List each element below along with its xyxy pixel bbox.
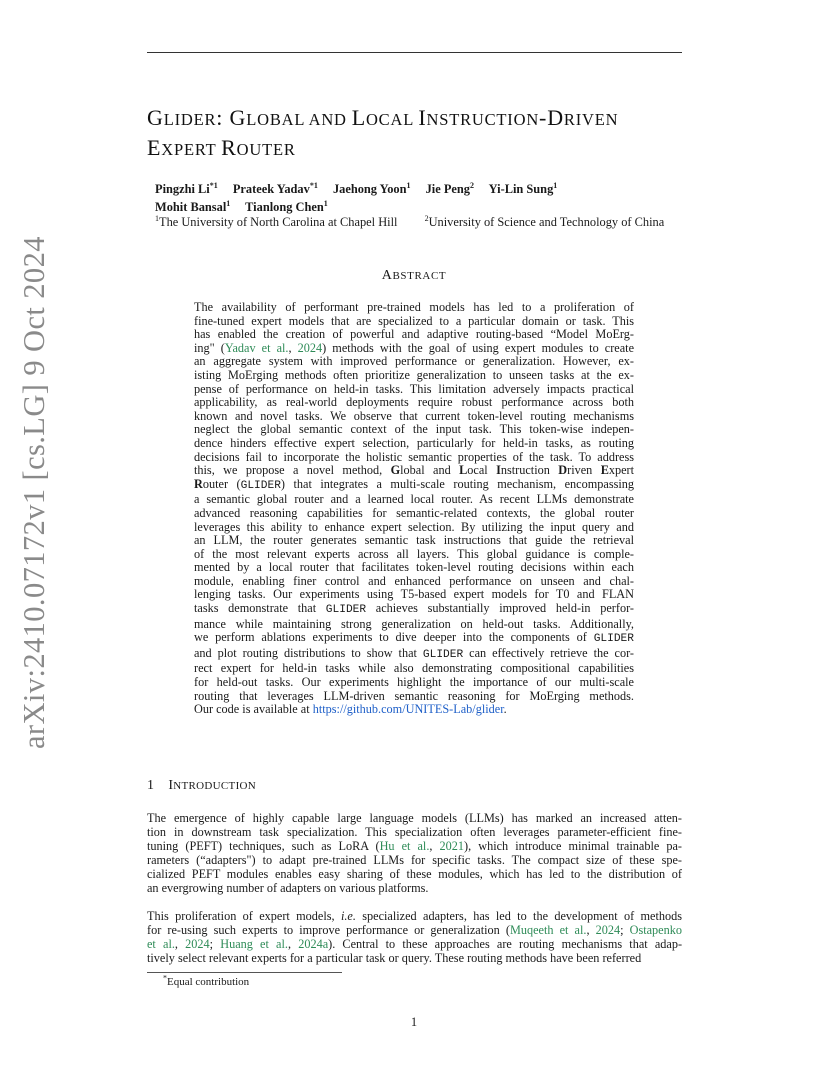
affiliations xyxy=(155,214,755,231)
abstract-line-method: this, we propose a novel method, Global and Local Instruction Driven Expert xyxy=(194,463,635,478)
citation-year-link[interactable]: 2024 xyxy=(185,937,210,951)
citation-link[interactable]: Ostapenko xyxy=(629,923,682,937)
author-list xyxy=(155,181,715,216)
intro-paragraph-2: This proliferation of expert models, i.e. specialized adapters, has led to the development of methods for re-using such experts to improve performance or generalization (Muqeeth et al., 2024; Ostapenko et al., 2024; Huang et al., 2024a). Central to these approaches are routing mechanisms that adap- tively select relevant experts for a particular task or query. These routing methods have been referred xyxy=(147,909,683,965)
citation-link[interactable]: Hu et al. xyxy=(379,839,430,853)
citation-year-link[interactable]: 2024 xyxy=(595,923,621,937)
citation-link[interactable]: Huang et al. xyxy=(220,937,288,951)
citation-year-link[interactable]: 2021 xyxy=(439,839,465,853)
header-rule xyxy=(147,52,682,53)
author: Pingzhi Li$^{*1}$ xyxy=(155,180,218,196)
citation-year-link[interactable]: 2024 xyxy=(297,340,323,355)
affiliation: $^1$The University of North Carolina at Chapel Hill xyxy=(155,213,398,229)
abstract-body: The availability of performant pre-trained models has led to a proliferation of fine-tuned expert models that are specialized to a particular domain or task. This has enabled the creation of powerful and adaptive routing-based “Model MoErg- ing" (Yadav et al., 2024) methods with the goal of using expert modules to create an aggregate system with improved performance or generalization. However, ex- isting MoErging methods often prioritize generalization to unseen tasks at the ex- pense of performance on held-in tasks. This limitation adversely impacts practical applicability, as real-world deployments require robust performance across both known and novel tasks. We observe that current token-level routing mechanisms neglect the global semantic context of the input task. This token-wise indepen- dence hinders effective expert selection, particularly for held-in tasks, as routing decisions fail to incorporate the holistic semantic properties of the task. To address this, we propose a novel method, Global and Local Instruction Driven Expert Router (GLIDER) that integrates a multi-scale routing mechanism, encompassing a semantic global router and a learned local router. As recent LLMs demonstrate advanced reasoning capabilities for semantic-related contexts, the global router leverages this ability to enhance expert selection. By utilizing the input query and an LLM, the router generates semantic task instructions that guide the retrieval of the most relevant experts across all layers. This global guidance is comple- mented by a local router that facilitates token-level routing decisions within each module, enabling finer control and enhanced performance on unseen and chal- lenging tasks. Our experiments using T5-based expert models for T0 and FLAN tasks demonstrate that GLIDER achieves substantially improved held-in perfor- mance while maintaining strong generalization on held-out tasks. Additionally, we perform ablations experiments to dive deeper into the components of GLIDER and plot routing distributions to show that GLIDER can effectively retrieve the cor- rect expert for held-in tasks while also demonstrating compositional capabilities for held-out tasks. Our experiments highlight the importance of our multi-scale routing that leverages LLM-driven semantic reasoning for MoErging methods. Our code is available at https://github.com/UNITES-Lab/glider. xyxy=(194,300,635,717)
citation-year-link[interactable]: 2024a xyxy=(298,937,329,951)
abstract-line-method-2: Router (GLIDER) that integrates a multi-scale routing mechanism, encompassing xyxy=(194,476,635,492)
footnote: *Equal contribution xyxy=(163,973,250,988)
citation-link[interactable]: Yadav et al. xyxy=(224,340,289,355)
page-number: 1 xyxy=(410,1015,418,1029)
intro-paragraph-1: The emergence of highly capable large language models (LLMs) has marked an increased atten- tion in downstream task specialization. This specialization often leverages parameter-efficient fine- tuning (PEFT) techniques, such as LoRA (Hu et al., 2021), which introduce minimal trainable pa- rameters (“adapters") to adapt pre-trained LLMs for specific tasks. The compact size of these spe- cialized PEFT modules enables easy sharing of these modules, which has led to the distribution of an evergrowing number of adapters on various platforms. xyxy=(147,811,682,895)
arxiv-identifier: arXiv:2410.07172v1 [cs.LG] 9 Oct 2024 xyxy=(17,236,51,749)
author: Yi-Lin Sung$^1$ xyxy=(488,180,558,196)
paper-title: GLIDER: GLOBAL AND LOCAL INSTRUCTION-DRIVEN EXPERT ROUTER xyxy=(147,105,619,160)
author: Prateek Yadav$^{*1}$ xyxy=(232,180,318,196)
affiliation: $^2$University of Science and Technology of China xyxy=(424,213,665,229)
author: Mohit Bansal$^1$ xyxy=(155,198,231,214)
citation-link[interactable]: et al. xyxy=(147,937,175,951)
author: Jie Peng$^2$ xyxy=(425,180,474,196)
author: Tianlong Chen$^1$ xyxy=(245,198,328,214)
author: Jaehong Yoon$^1$ xyxy=(332,180,411,196)
abstract-line-citation: ing" (Yadav et al., 2024) methods with the goal of using expert modules to create xyxy=(194,340,635,355)
abstract-heading: ABSTRACT xyxy=(381,268,447,283)
citation-link[interactable]: Muqeeth et al. xyxy=(509,923,587,937)
code-repository-link[interactable]: https://github.com/UNITES-Lab/glider xyxy=(312,702,504,717)
footnote-rule xyxy=(147,972,342,973)
section-heading-introduction: 1 INTRODUCTION xyxy=(147,778,257,793)
